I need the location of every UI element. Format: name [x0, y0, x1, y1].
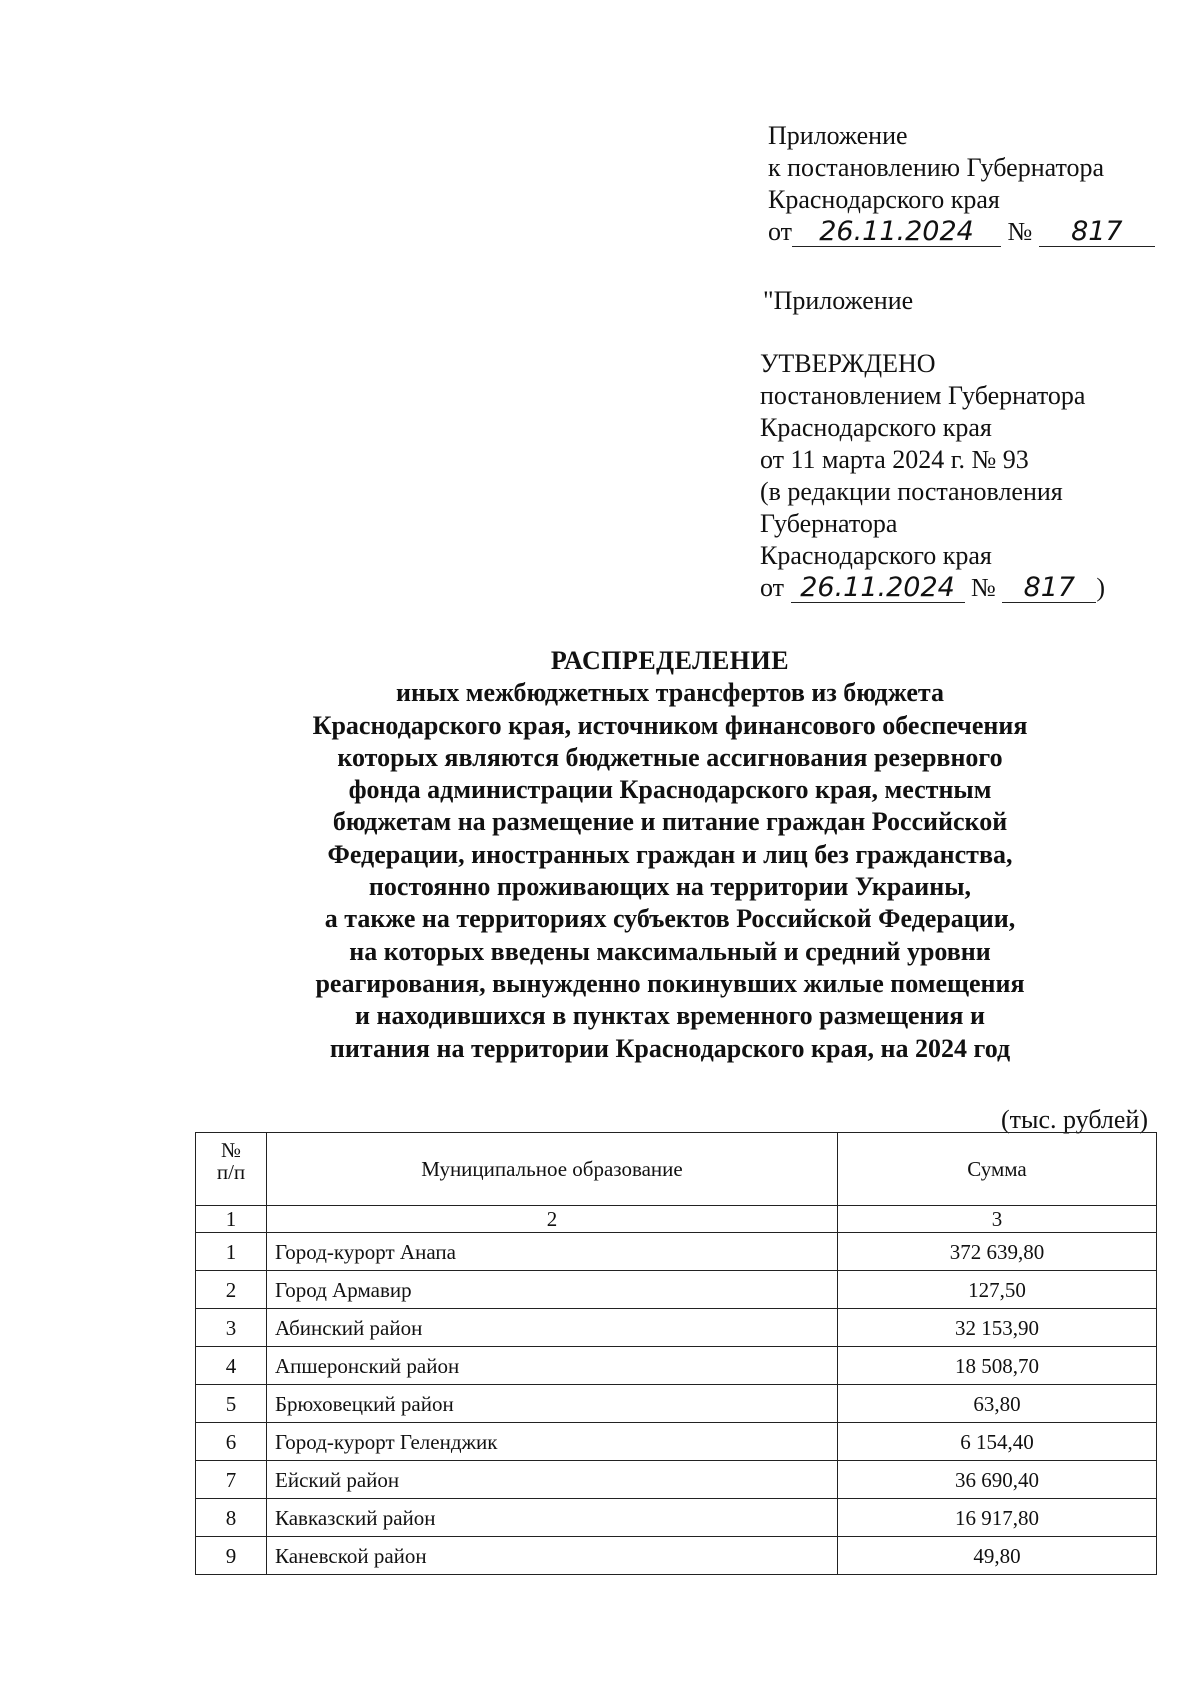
title-line: а также на территориях субъектов Российской Федерации, — [324, 904, 1016, 934]
header-number-line-1: № — [220, 1138, 242, 1162]
title-line: Краснодарского края, источником финансового обеспечения — [312, 710, 1028, 740]
row-sum: 32 153,90 — [838, 1309, 1157, 1347]
distribution-table — [195, 1132, 1157, 1575]
table-row — [196, 1423, 1157, 1461]
row-municipality: Город Армавир — [267, 1271, 838, 1309]
row-number: 8 — [196, 1499, 267, 1537]
row-number: 1 — [196, 1233, 267, 1271]
approved-handwritten-number: 817 — [1002, 574, 1096, 603]
row-sum: 16 917,80 — [838, 1499, 1157, 1537]
row-municipality: Каневской район — [267, 1537, 838, 1575]
header-number-line-2: п/п — [216, 1160, 246, 1184]
title-line: питания на территории Краснодарского края, на 2024 год — [329, 1033, 1011, 1063]
row-number: 5 — [196, 1385, 267, 1423]
title-line: которых являются бюджетные ассигнования резервного — [337, 742, 1003, 772]
header-municipality: Муниципальное образование — [267, 1133, 838, 1206]
appendix-from-label: от — [768, 217, 793, 246]
table-row — [196, 1309, 1157, 1347]
title-line: постоянно проживающих на территории Украины, — [368, 872, 972, 902]
title-line: иных межбюджетных трансфертов из бюджета — [396, 678, 944, 708]
row-municipality: Город-курорт Анапа — [267, 1233, 838, 1271]
appendix-block — [768, 120, 1188, 248]
row-municipality: Кавказский район — [267, 1499, 838, 1537]
row-number: 6 — [196, 1423, 267, 1461]
header-number — [196, 1133, 267, 1206]
appendix-line-3: Краснодарского края — [768, 185, 1000, 214]
row-number: 2 — [196, 1271, 267, 1309]
header-sum: Сумма — [838, 1133, 1157, 1206]
row-sum: 63,80 — [838, 1385, 1157, 1423]
row-municipality: Ейский район — [267, 1461, 838, 1499]
row-number: 4 — [196, 1347, 267, 1385]
row-number: 7 — [196, 1461, 267, 1499]
row-municipality: Апшеронский район — [267, 1347, 838, 1385]
title-line: Федерации, иностранных граждан и лиц без гражданства, — [327, 839, 1013, 869]
row-number: 9 — [196, 1537, 267, 1575]
appendix-handwritten-number: 817 — [1039, 218, 1155, 247]
row-sum: 49,80 — [838, 1537, 1157, 1575]
units-label: (тыс. рублей) — [1000, 1105, 1148, 1134]
row-municipality: Город-курорт Геленджик — [267, 1423, 838, 1461]
appendix-handwritten-date: 26.11.2024 — [792, 218, 1001, 247]
row-sum: 127,50 — [838, 1271, 1157, 1309]
column-number: 3 — [838, 1206, 1157, 1233]
approved-number-label: № — [971, 573, 996, 602]
table-row — [196, 1347, 1157, 1385]
approved-block — [760, 348, 1190, 604]
column-number: 1 — [196, 1206, 267, 1233]
approved-line-6: Краснодарского края — [760, 541, 992, 570]
title-line: бюджетам на размещение и питание граждан Российской — [332, 807, 1008, 837]
title-line: фонда администрации Краснодарского края, местным — [348, 775, 992, 805]
table-row — [196, 1537, 1157, 1575]
approved-line-1: постановлением Губернатора — [760, 381, 1086, 410]
approved-line-4: (в редакции постановления — [760, 477, 1063, 506]
document-title — [180, 645, 1160, 1065]
approved-from-label: от — [760, 573, 785, 602]
approved-line-3: от 11 марта 2024 г. № 93 — [760, 445, 1029, 474]
row-sum: 6 154,40 — [838, 1423, 1157, 1461]
title-heading: РАСПРЕДЕЛЕНИЕ — [550, 646, 790, 675]
table-row — [196, 1233, 1157, 1271]
appendix-number-label: № — [1007, 217, 1033, 246]
appendix-quote: "Приложение — [763, 286, 914, 315]
row-sum: 18 508,70 — [838, 1347, 1157, 1385]
appendix-line-2: к постановлению Губернатора — [768, 153, 1105, 182]
title-line: на которых введены максимальный и средний уровни — [349, 936, 991, 966]
row-municipality: Абинский район — [267, 1309, 838, 1347]
appendix-line-1: Приложение — [768, 121, 908, 150]
approved-close-paren: ) — [1096, 573, 1106, 602]
appendix-date-line — [768, 216, 1188, 248]
table-row — [196, 1499, 1157, 1537]
table-row — [196, 1461, 1157, 1499]
approved-line-2: Краснодарского края — [760, 413, 992, 442]
row-sum: 36 690,40 — [838, 1461, 1157, 1499]
approved-handwritten-date: 26.11.2024 — [791, 574, 965, 603]
column-numbers-row — [196, 1206, 1157, 1233]
title-line: и находившихся в пунктах временного размещения и — [355, 1001, 985, 1031]
table-header-row — [196, 1133, 1157, 1206]
row-sum: 372 639,80 — [838, 1233, 1157, 1271]
column-number: 2 — [267, 1206, 838, 1233]
approved-heading: УТВЕРЖДЕНО — [760, 349, 936, 378]
approved-date-line — [760, 572, 1190, 604]
approved-line-5: Губернатора — [760, 509, 898, 538]
title-line: реагирования, вынужденно покинувших жилые помещения — [315, 968, 1025, 998]
row-municipality: Брюховецкий район — [267, 1385, 838, 1423]
table-row — [196, 1271, 1157, 1309]
row-number: 3 — [196, 1309, 267, 1347]
table-row — [196, 1385, 1157, 1423]
